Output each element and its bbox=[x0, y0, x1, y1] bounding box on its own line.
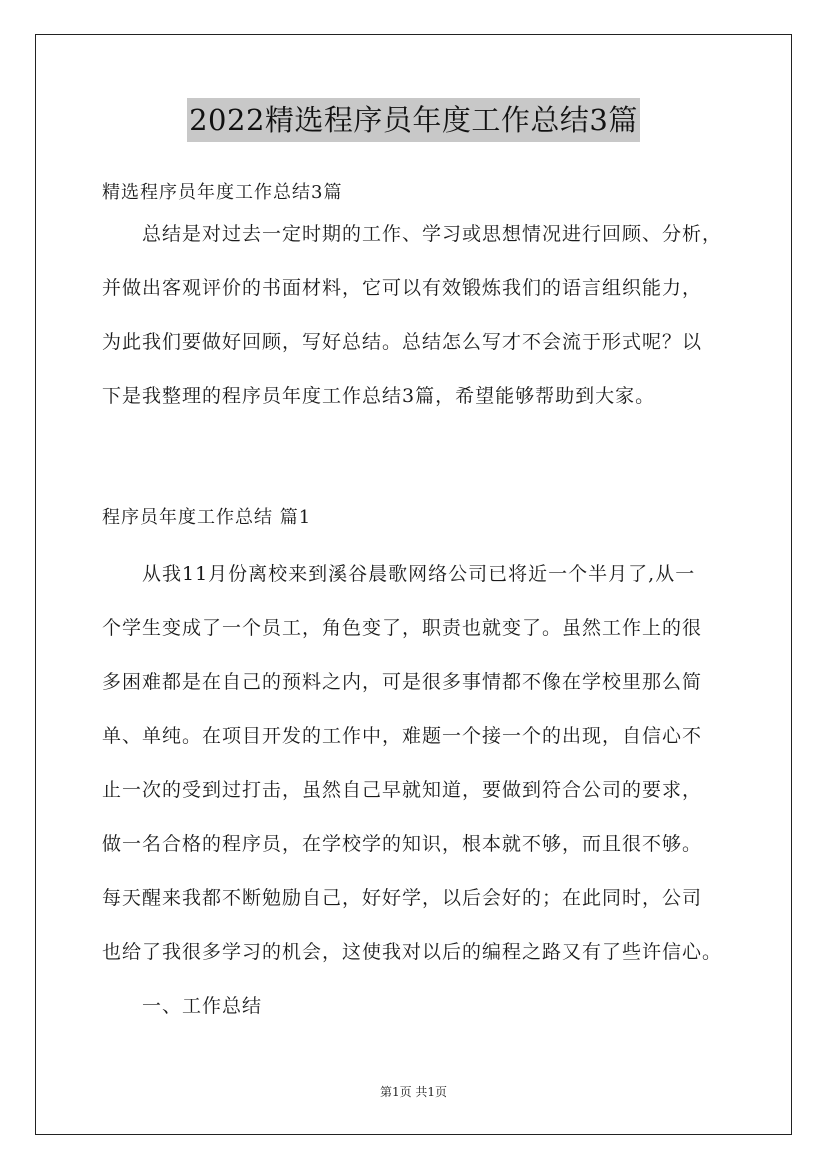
body-line-5: 止一次的受到过打击，虽然自己早就知道，要做到符合公司的要求， bbox=[102, 779, 703, 801]
intro-line-1: 总结是对过去一定时期的工作、学习或思想情况进行回顾、分析， bbox=[142, 223, 723, 245]
intro-line-2: 并做出客观评价的书面材料，它可以有效锻炼我们的语言组织能力， bbox=[102, 277, 703, 299]
body-line-8: 也给了我很多学习的机会，这使我对以后的编程之路又有了些许信心。 bbox=[102, 941, 723, 963]
body-line-6: 做一名合格的程序员，在学校学的知识，根本就不够，而且很不够。 bbox=[102, 833, 703, 855]
title-wrapper bbox=[0, 98, 827, 142]
body-line-1: 从我11月份离校来到溪谷晨歌网络公司已将近一个半月了,从一 bbox=[142, 563, 696, 585]
intro-line-4: 下是我整理的程序员年度工作总结3篇，希望能够帮助到大家。 bbox=[102, 385, 656, 407]
body-line-4: 单、单纯。在项目开发的工作中，难题一个接一个的出现，自信心不 bbox=[102, 725, 703, 747]
intro-line-3: 为此我们要做好回顾，写好总结。总结怎么写才不会流于形式呢？以 bbox=[102, 331, 703, 353]
page-footer: 第1页 共1页 bbox=[379, 1085, 448, 1099]
document-subtitle: 精选程序员年度工作总结3篇 bbox=[102, 182, 343, 203]
document-title: 2022精选程序员年度工作总结3篇 bbox=[187, 98, 640, 142]
body-line-3: 多困难都是在自己的预料之内，可是很多事情都不像在学校里那么简 bbox=[102, 671, 703, 693]
body-paragraph bbox=[102, 547, 742, 1033]
subsection-heading: 一、工作总结 bbox=[142, 995, 263, 1017]
section-heading: 程序员年度工作总结 篇1 bbox=[102, 507, 312, 528]
body-line-2: 个学生变成了一个员工，角色变了，职责也就变了。虽然工作上的很 bbox=[102, 617, 703, 639]
body-line-7: 每天醒来我都不断勉励自己，好好学，以后会好的；在此同时，公司 bbox=[102, 887, 703, 909]
intro-paragraph bbox=[102, 207, 742, 423]
